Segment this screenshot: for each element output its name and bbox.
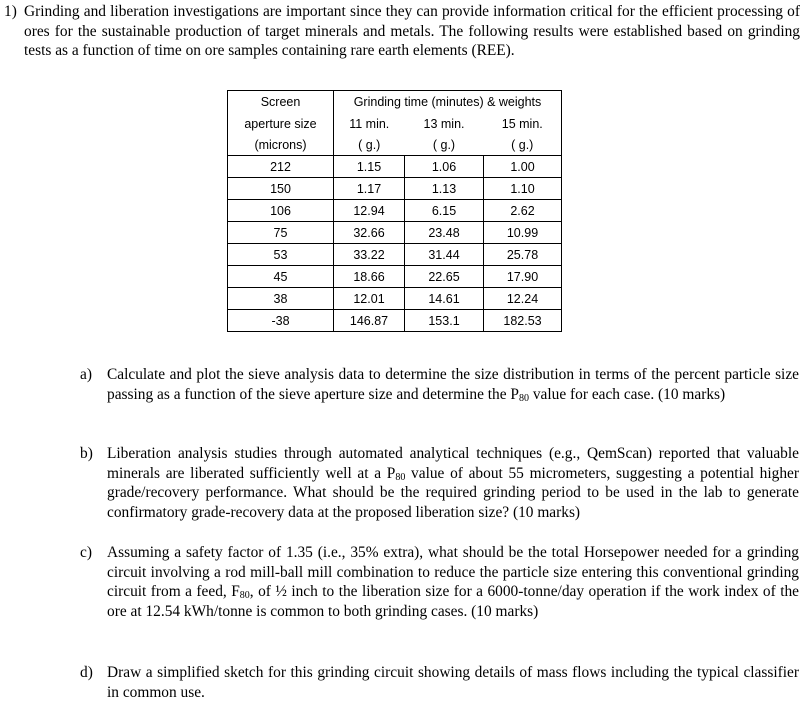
part-b [80, 444, 799, 522]
table-row [228, 244, 562, 266]
weight-cell-11: 33.22 [334, 244, 405, 266]
table-row [228, 288, 562, 310]
weight-cell-13: 6.15 [405, 200, 484, 222]
aperture-cell: 45 [228, 266, 334, 288]
weight-cell-15: 2.62 [484, 200, 562, 222]
screen-header-line3: (microns) [228, 135, 334, 156]
weight-cell-11: 32.66 [334, 222, 405, 244]
question-intro: Grinding and liberation investigations are important since they can provide information critical for the efficient processing of ores for the sustainable production of target minerals and metals. The following results were established based on grinding tests as a function of time on ore samples containing rare earth elements (REE). [24, 3, 800, 59]
weight-cell-11: 1.17 [334, 178, 405, 200]
weight-cell-15: 12.24 [484, 288, 562, 310]
weight-cell-15: 10.99 [484, 222, 562, 244]
aperture-cell: 75 [228, 222, 334, 244]
table-header-row-1 [228, 91, 562, 113]
weight-cell-11: 12.01 [334, 288, 405, 310]
weight-cell-13: 23.48 [405, 222, 484, 244]
table-row [228, 222, 562, 244]
grinding-data-table [227, 90, 562, 332]
part-a-text: Calculate and plot the sieve analysis data to determine the size distribution in terms of the percent particle size passing as a function of the sieve aperture size and determine the $P_{80}$ value for each case. (10 marks) [107, 366, 799, 404]
grinding-time-header: Grinding time (minutes) & weights [334, 91, 562, 113]
screen-header-line1: Screen [228, 91, 334, 113]
part-c-label: c) [80, 544, 92, 561]
table-row [228, 266, 562, 288]
part-a [80, 365, 799, 404]
weight-cell-15: 17.90 [484, 266, 562, 288]
aperture-cell: 38 [228, 288, 334, 310]
table-row [228, 200, 562, 222]
part-c [80, 543, 799, 621]
weight-cell-13: 31.44 [405, 244, 484, 266]
time-header-15: 15 min. [484, 113, 562, 135]
table-header-row-2 [228, 113, 562, 135]
weight-cell-15: 25.78 [484, 244, 562, 266]
question-number: 1) [4, 3, 17, 20]
weight-cell-15: 1.10 [484, 178, 562, 200]
weight-cell-13: 153.1 [405, 310, 484, 332]
weight-cell-15: 182.53 [484, 310, 562, 332]
aperture-cell: -38 [228, 310, 334, 332]
weight-cell-11: 146.87 [334, 310, 405, 332]
part-d-text: Draw a simplified sketch for this grinding circuit showing details of mass flows including the typical classifier in common use. [107, 664, 799, 701]
part-d-label: d) [80, 664, 93, 681]
aperture-cell: 53 [228, 244, 334, 266]
part-b-text: Liberation analysis studies through automated analytical techniques (e.g., QemScan) reported that valuable minerals are liberated sufficiently well at a $P_{80}$ value of about 55 micrometers, suggesting a potential higher grade/recovery performance. What should be the required grinding period to be used in the lab to generate confirmatory grade-recovery data at the proposed liberation size? (10 marks) [107, 445, 799, 521]
unit-header-11: ( g.) [334, 135, 405, 156]
weight-cell-13: 14.61 [405, 288, 484, 310]
weight-cell-13: 1.06 [405, 156, 484, 178]
aperture-cell: 212 [228, 156, 334, 178]
aperture-cell: 150 [228, 178, 334, 200]
time-header-11: 11 min. [334, 113, 405, 135]
unit-header-15: ( g.) [484, 135, 562, 156]
weight-cell-11: 12.94 [334, 200, 405, 222]
screen-header-line2: aperture size [228, 113, 334, 135]
weight-cell-13: 22.65 [405, 266, 484, 288]
unit-header-13: ( g.) [432, 137, 456, 152]
question-header [4, 2, 800, 61]
part-d [80, 663, 799, 702]
part-c-text: Assuming a safety factor of 1.35 (i.e., 35% extra), what should be the total Horsepower needed for a grinding circuit involving a rod mill-ball mill combination to reduce the particle size entering this conventional grinding circuit from a feed, $F_{80}$, of ½ inch to the liberation size for a 6000-tonne/day operation if the work index of the ore at 12.54 kWh/tonne is common to both grinding cases. (10 marks) [107, 544, 799, 620]
table-header-row-3 [228, 135, 562, 156]
weight-cell-15: 1.00 [484, 156, 562, 178]
weight-cell-11: 1.15 [334, 156, 405, 178]
time-header-13: 13 min. [423, 116, 465, 131]
part-b-label: b) [80, 445, 93, 462]
weight-cell-13: 1.13 [405, 178, 484, 200]
aperture-cell: 106 [228, 200, 334, 222]
table-row [228, 310, 562, 332]
weight-cell-11: 18.66 [334, 266, 405, 288]
table-row [228, 178, 562, 200]
table-row [228, 156, 562, 178]
part-a-label: a) [80, 366, 92, 383]
